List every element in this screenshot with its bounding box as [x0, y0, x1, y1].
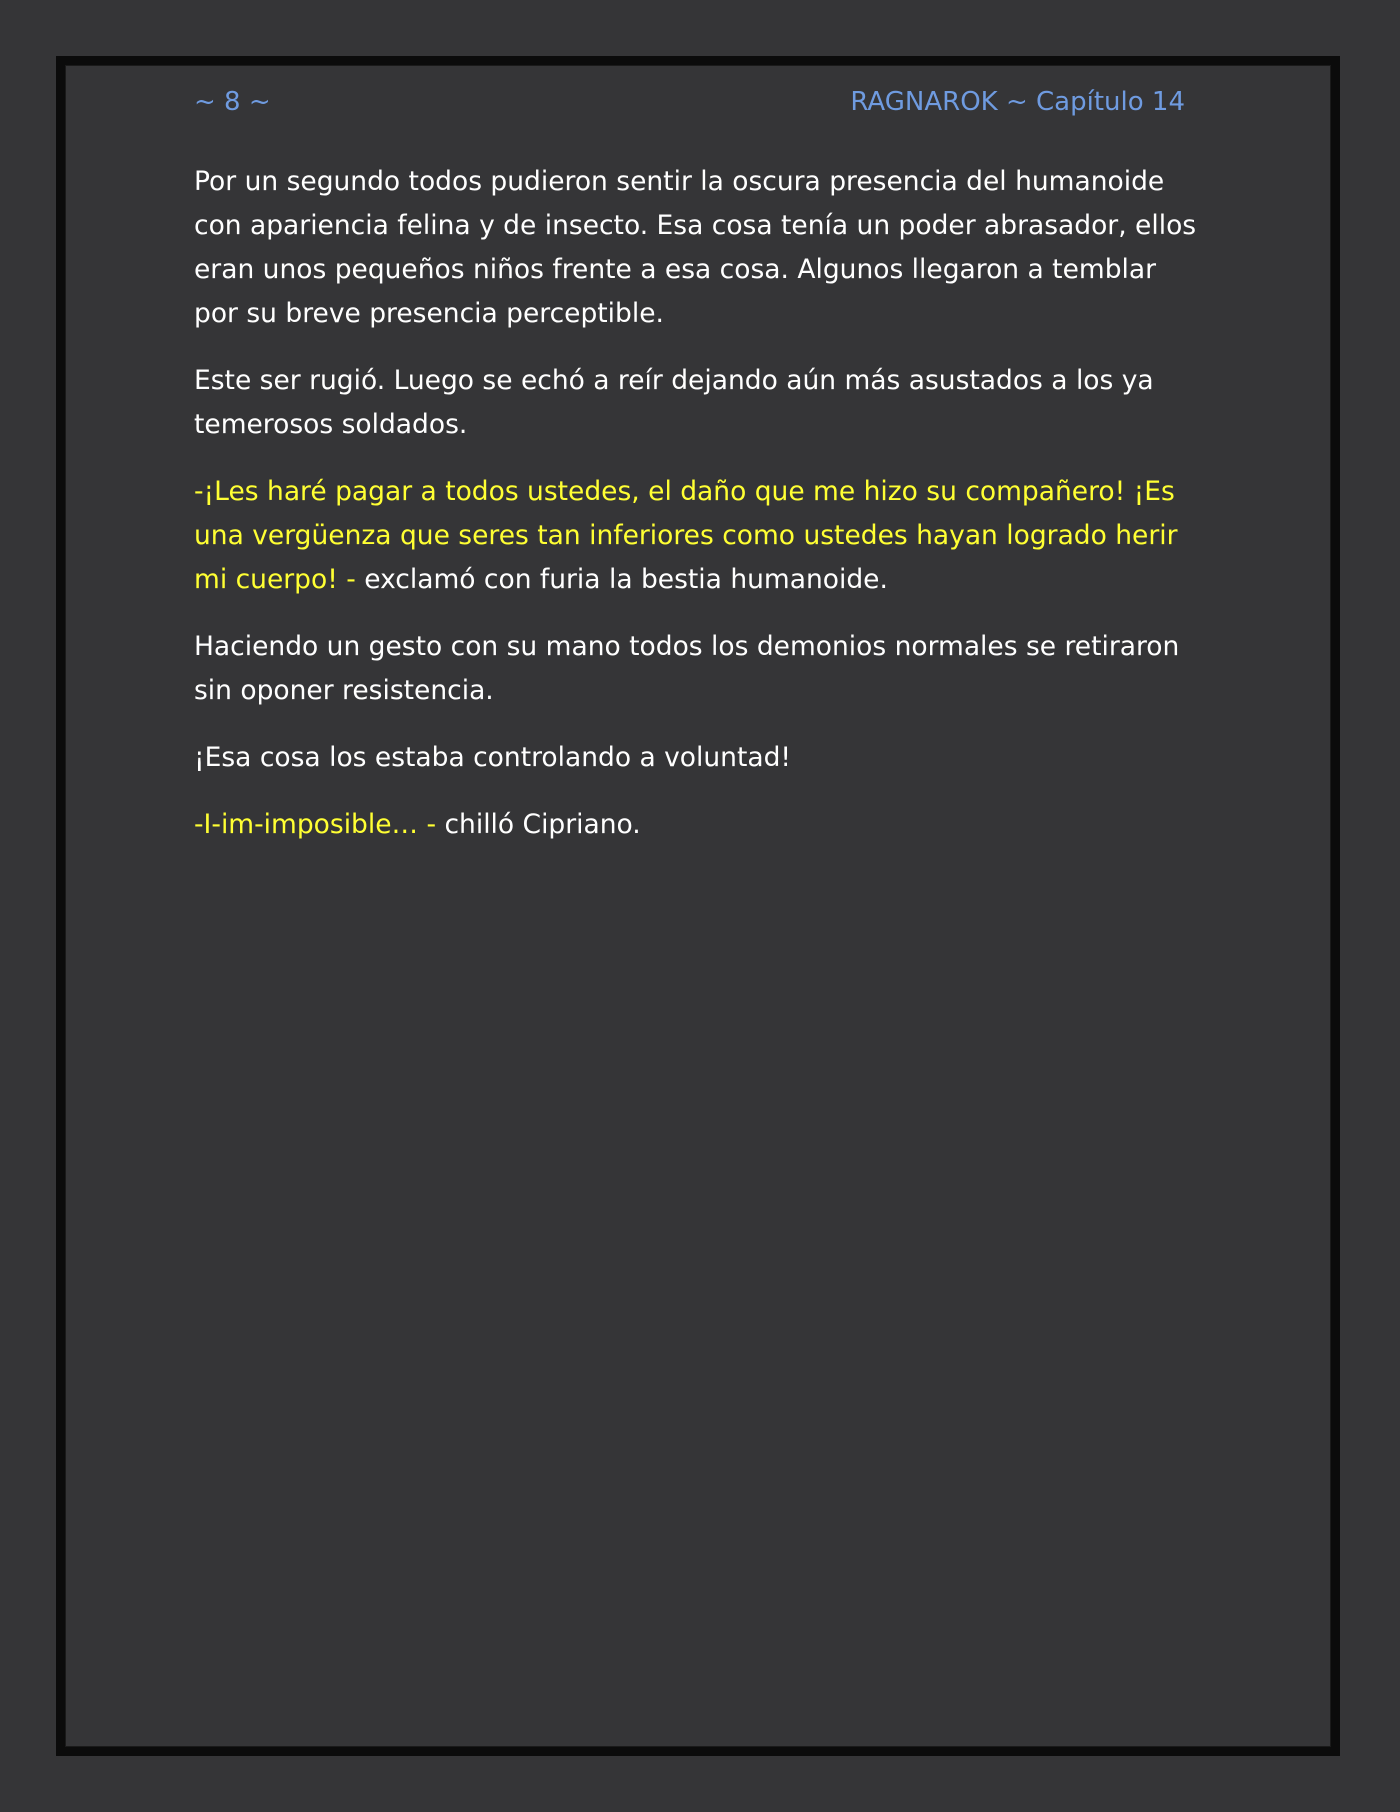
narration-text: ¡Esa cosa los estaba controlando a voluntad!: [194, 742, 792, 773]
dialog-text: -¡Les haré pagar a todos ustedes, el daño que me hizo su compañero! ¡Es una vergüenza que seres tan inferiores como ustedes hayan logrado herir mi cuerpo! -: [194, 476, 1178, 595]
paragraph: [194, 736, 1204, 780]
page-header: [194, 84, 1185, 120]
paragraph: [194, 803, 1204, 847]
paragraph: [194, 160, 1204, 336]
narration-text: Este ser rugió. Luego se echó a reír dejando aún más asustados a los ya temerosos soldados.: [194, 365, 1154, 440]
paragraph: [194, 359, 1204, 447]
page-number: ~ 8 ~: [194, 87, 271, 117]
narration-text: exclamó con furia la bestia humanoide.: [355, 564, 888, 595]
dialog-text: -I-im-imposible… -: [194, 809, 437, 840]
narration-text: Haciendo un gesto con su mano todos los demonios normales se retiraron sin oponer resistencia.: [194, 631, 1180, 706]
narration-text: Por un segundo todos pudieron sentir la oscura presencia del humanoide con apariencia felina y de insecto. Esa cosa tenía un poder abrasador, ellos eran unos pequeños niños frente a esa cosa. Algunos llegaron a temblar por su breve presencia perceptible.: [194, 166, 1197, 329]
paragraph: [194, 625, 1204, 713]
narration-text: chilló Cipriano.: [436, 809, 641, 840]
chapter-title: RAGNAROK ~ Capítulo 14: [850, 87, 1185, 117]
chapter-text: [194, 160, 1204, 870]
paragraph: [194, 470, 1204, 602]
